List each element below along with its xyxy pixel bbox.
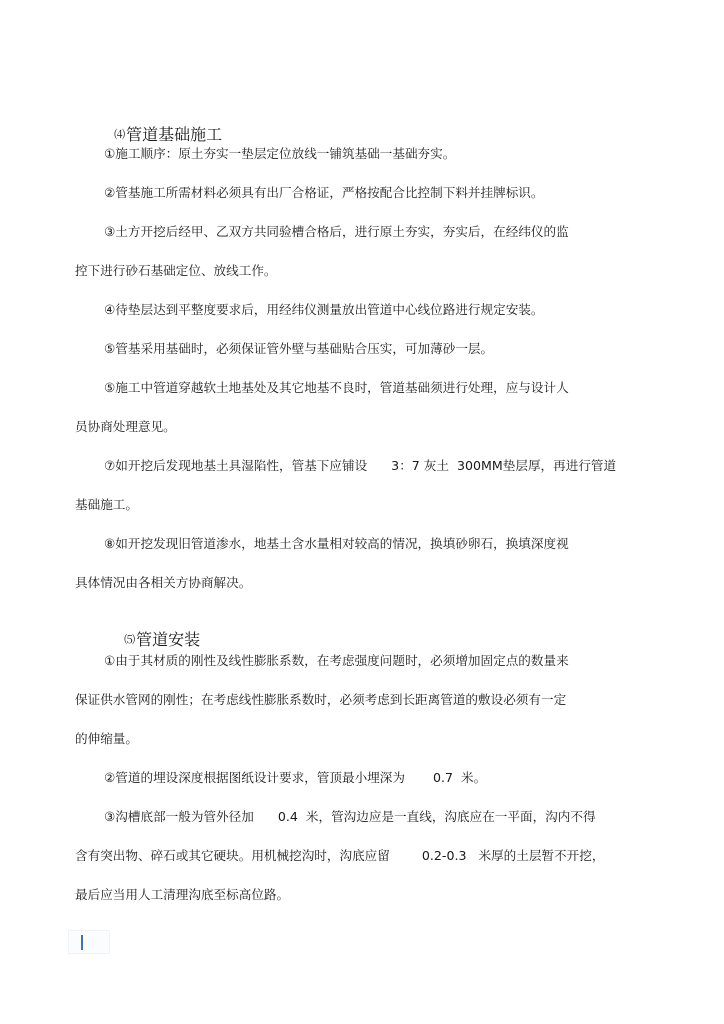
paragraph-line: 基础施工。 [75,497,138,512]
section-4-title: 管道基础施工 [126,125,223,144]
paragraph-line: 保证供水管网的刚性；在考虑线性膨胀系数时，必须考虑到长距离管道的敷设必须有一定 [75,692,567,707]
paragraph-line: ②管道的埋设深度根据图纸设计要求，管顶最小埋深为 0.7 米。 [104,770,487,785]
paragraph-line: 员协商处理意见。 [75,419,176,434]
paragraph-line: 的伸缩量。 [75,731,138,746]
paragraph-line: ③土方开挖后经甲、乙双方共同验槽合格后，进行原土夯实，夯实后，在经纬仪的监 [104,224,569,239]
paragraph-line: 控下进行砂石基础定位、放线工作。 [75,263,277,278]
paragraph-line: ⑧如开挖发现旧管道渗水，地基土含水量相对较高的情况，换填砂卵石，换填深度视 [104,536,569,551]
paragraph-line: ⑦如开挖后发现地基土具湿陷性，管基下应铺设 3：7 灰土 300MM垫层厚，再进行管道 [104,458,617,473]
section-4-number: ⑷ [114,128,126,141]
paragraph-line: ④待垫层达到平整度要求后，用经纬仪测量放出管道中心线位路进行规定安装。 [104,302,544,317]
paragraph-line: 具体情况由各相关方协商解决。 [75,575,252,590]
paragraph-line: ⑤管基采用基础时，必须保证管外壁与基础贴合压实，可加薄砂一层。 [104,341,494,356]
paragraph-line: ①施工顺序：原土夯实一垫层定位放线一铺筑基础一基础夯实。 [104,146,456,161]
text-cursor-marker [68,930,110,954]
section-5-number: ⑸ [124,633,136,646]
paragraph-line: ③沟槽底部一般为管外径加 0.4 米，管沟边应是一直线，沟底应在一平面，沟内不得 [104,809,596,824]
section-5-heading [114,610,200,650]
paragraph-line: 最后应当用人工清理沟底至标高位路。 [75,887,290,902]
paragraph-line: ①由于其材质的刚性及线性膨胀系数，在考虑强度问题时，必须增加固定点的数量来 [104,653,569,668]
section-5-title: 管道安装 [136,630,201,649]
paragraph-line: ②管基施工所需材料必须具有出厂合格证，严格按配合比控制下料并挂牌标识。 [104,185,544,200]
cursor-bar [81,935,83,950]
section-4-heading [104,105,222,145]
paragraph-line: ⑤施工中管道穿越软土地基处及其它地基不良时，管道基础须进行处理，应与设计人 [104,380,569,395]
paragraph-line: 含有突出物、碎石或其它硬块。用机械挖沟时，沟底应留 0.2-0.3 米厚的土层暂不开挖， [75,848,605,863]
